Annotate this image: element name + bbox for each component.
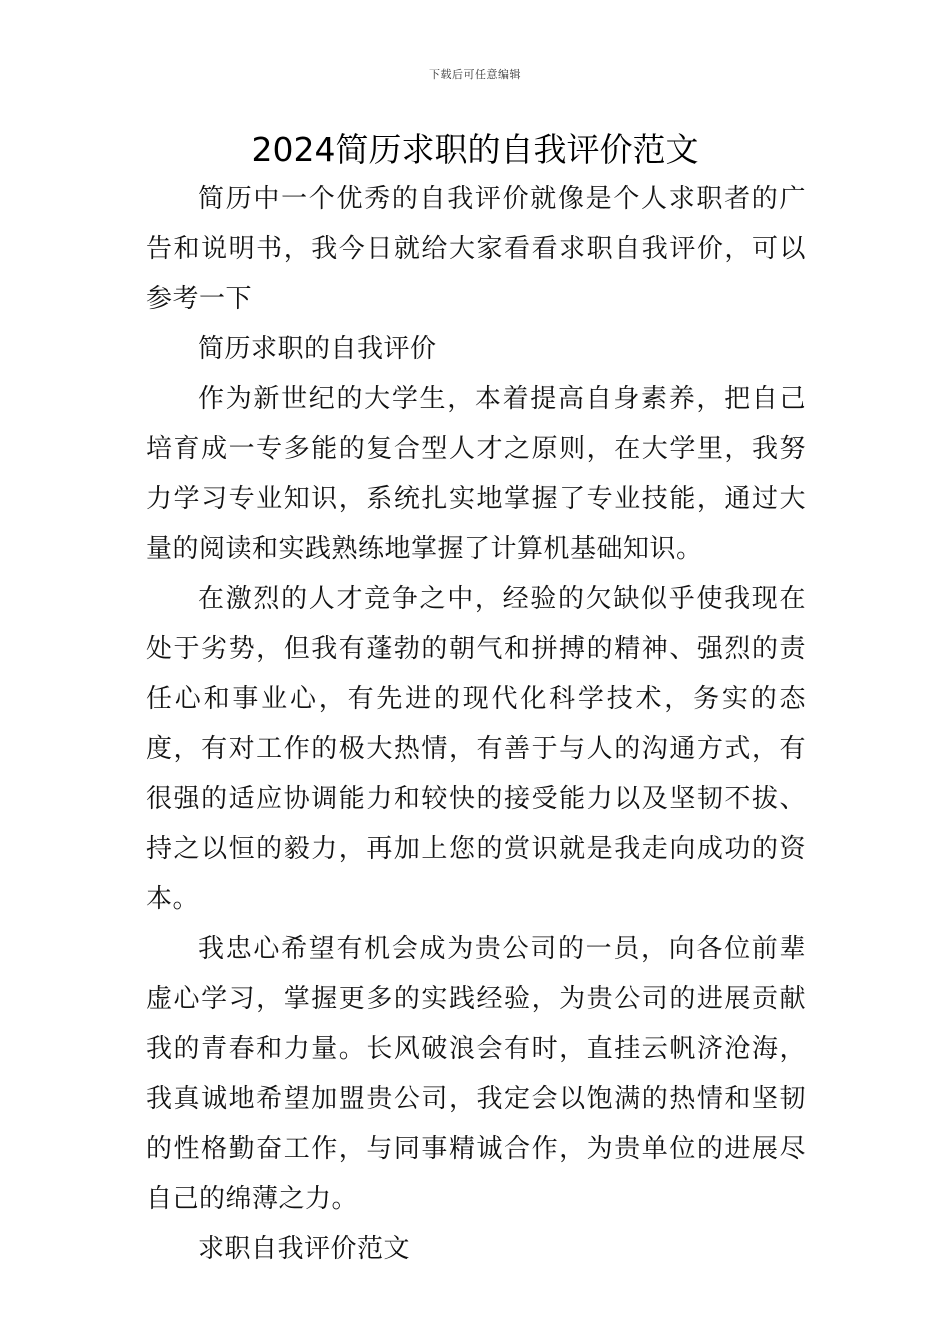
section-heading-sample: 求职自我评价范文 bbox=[198, 1234, 411, 1264]
document-title: 2024简历求职的自我评价范文 bbox=[251, 130, 699, 169]
body-paragraph: 我忠心希望有机会成为贵公司的一员，向各位前辈虚心学习，掌握更多的实践经验，为贵公司的进展贡献我的青春和力量。长风破浪会有时，直挂云帆济沧海，我真诚地希望加盟贵公司，我定会以饱满的热情和坚韧的性格勤奋工作，与同事精诚合作，为贵单位的进展尽自己的绵薄之力。 bbox=[146, 934, 806, 1214]
document-body bbox=[146, 174, 806, 1274]
intro-paragraph: 简历中一个优秀的自我评价就像是个人求职者的广告和说明书，我今日就给大家看看求职自我评价，可以参考一下 bbox=[146, 184, 806, 314]
section-heading-self-evaluation: 简历求职的自我评价 bbox=[198, 334, 437, 364]
body-paragraph: 作为新世纪的大学生，本着提高自身素养，把自己培育成一专多能的复合型人才之原则，在大学里，我努力学习专业知识，系统扎实地掌握了专业技能，通过大量的阅读和实践熟练地掌握了计算机基础知识。 bbox=[146, 384, 806, 564]
body-paragraph: 在激烈的人才竞争之中，经验的欠缺似乎使我现在处于劣势，但我有蓬勃的朝气和拼搏的精神、强烈的责任心和事业心，有先进的现代化科学技术，务实的态度，有对工作的极大热情，有善于与人的沟通方式，有很强的适应协调能力和较快的接受能力以及坚韧不拔、持之以恒的毅力，再加上您的赏识就是我走向成功的资本。 bbox=[146, 584, 806, 914]
page-header-note: 下载后可任意编辑 bbox=[429, 68, 521, 81]
